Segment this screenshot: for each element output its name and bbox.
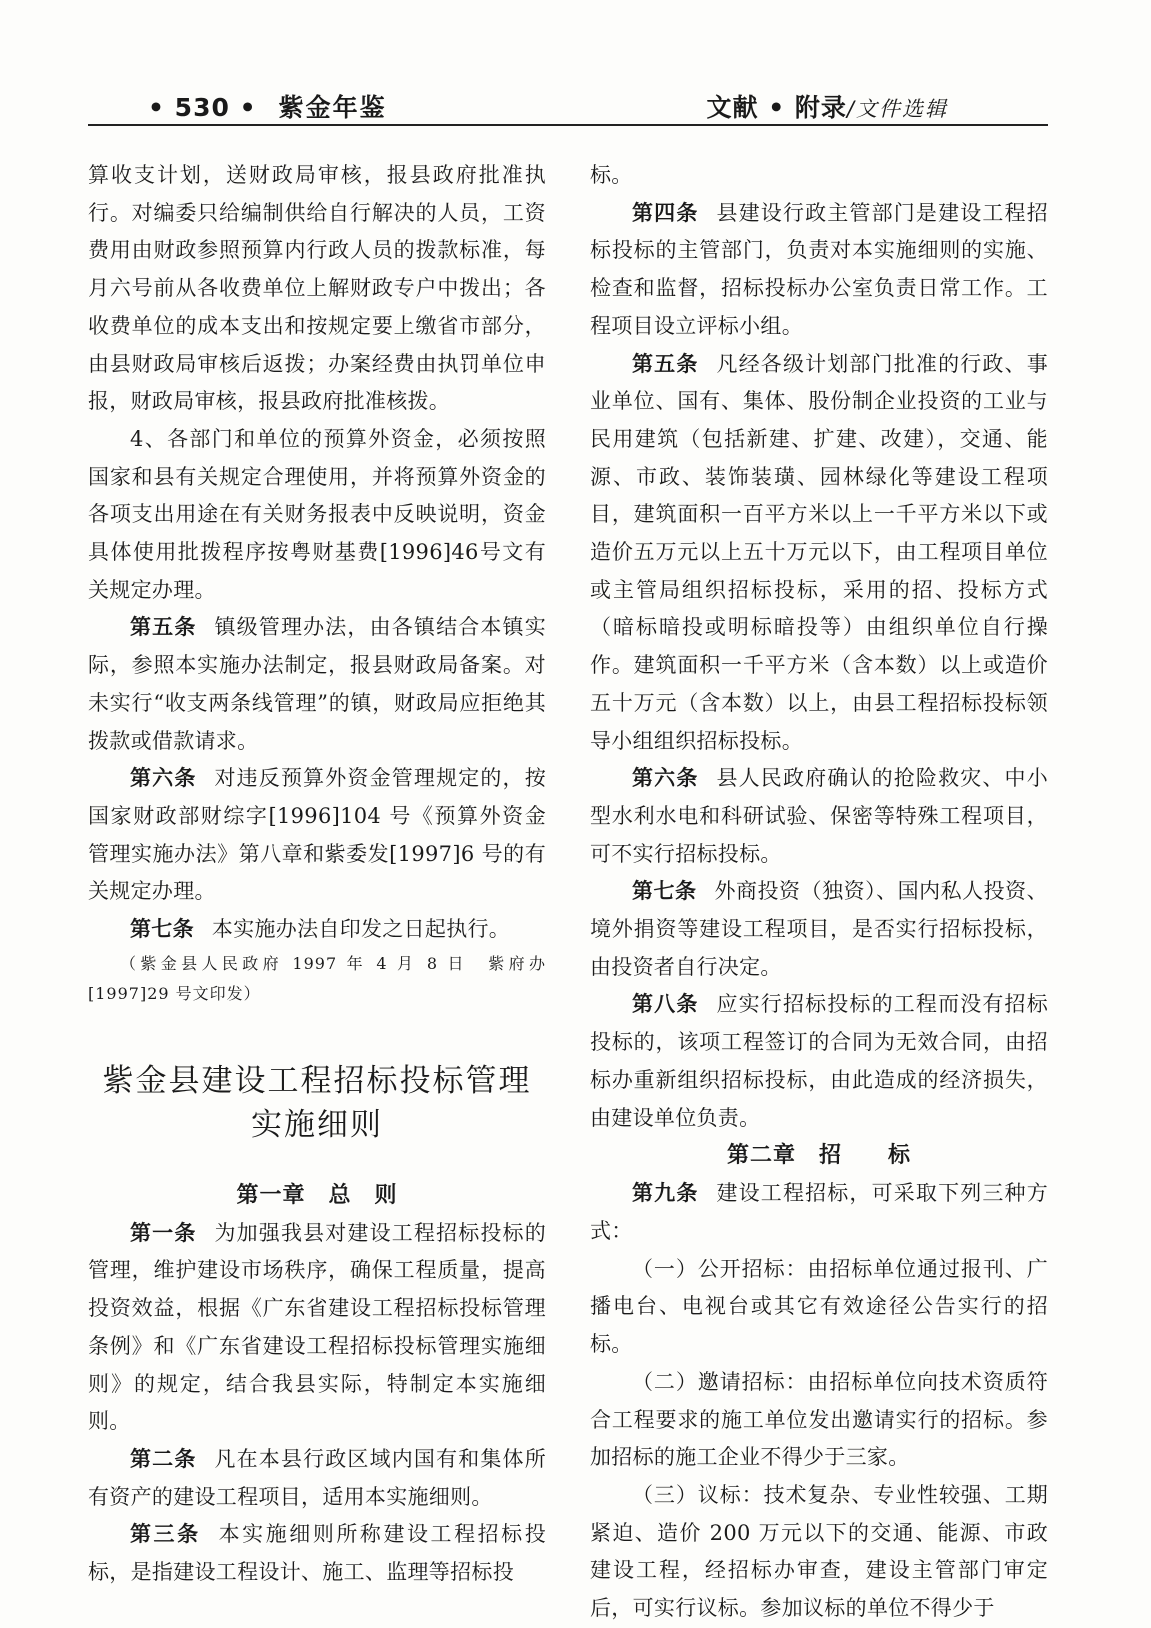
- article-6: [590, 760, 1048, 873]
- page-header: [88, 84, 1048, 126]
- article-6: [88, 760, 546, 911]
- article-text: 县建设行政主管部门是建设工程招标投标的主管部门，负责对本实施细则的实施、检查和监督，招标投标办公室负责日常工作。工程项目设立评标小组。: [590, 200, 1049, 338]
- article-8: [590, 986, 1048, 1137]
- article-1: [88, 1215, 546, 1441]
- article-label: 第九条: [632, 1181, 699, 1206]
- article-text: 本实施细则所称建设工程招标投标，是指建设工程设计、施工、监理等招标投: [88, 1522, 547, 1585]
- paragraph: 算收支计划，送财政局审核，报县政府批准执行。对编委只给编制供给自行解决的人员，工资费用由财政参照预算内行政人员的拨款标准，每月六号前从各收费单位上解财政专户中拨出；各收费单位的成本支出和按规定要上缴省市部分，由县财政局审核后返拨；办案经费由执罚单位申报，财政局审核，报县政府批准核拨。: [88, 163, 546, 414]
- article-label: 第一条: [130, 1220, 197, 1245]
- article-5: [88, 609, 546, 760]
- article-label: 第五条: [130, 615, 197, 640]
- article-label: 第八条: [632, 992, 699, 1017]
- chapter-heading: 第一章 总 则: [236, 1182, 398, 1208]
- article-label: 第三条: [130, 1522, 201, 1547]
- article-5: [590, 346, 1048, 761]
- document-title-line: 紫金县建设工程招标投标管理: [102, 1062, 532, 1099]
- article-label: 第七条: [130, 917, 194, 942]
- paragraph: 4、各部门和单位的预算外资金，必须按照国家和县有关规定合理使用，并将预算外资金的各项支出用途在有关财务报表中反映说明，资金具体使用批拨程序按粤财基费[1996]46号文有关规定办理。: [88, 426, 546, 602]
- article-text: 外商投资（独资）、国内私人投资、境外捐资等建设工程项目，是否实行招标投标，由投资者自行决定。: [590, 879, 1048, 979]
- article-9: [590, 1175, 1048, 1250]
- article-text: 为加强我县对建设工程招标投标的管理，维护建设市场秩序，确保工程质量，提高投资效益，根据《广东省建设工程招标投标管理条例》和《广东省建设工程招标投标管理实施细则》的规定，结合我县实际，特制定本实施细则。: [88, 1220, 547, 1434]
- subsection-title: /文件选辑: [846, 97, 948, 121]
- article-text: 镇级管理办法，由各镇结合本镇实际，参照本实施办法制定，报县财政局备案。对未实行“收支两条线管理”的镇，财政局应拒绝其拨款或借款请求。: [88, 615, 547, 753]
- article-text: 对违反预算外资金管理规定的，按国家财政部财综字[1996]104 号《预算外资金管理实施办法》第八章和紫委发[1997]6 号的有关规定办理。: [88, 766, 547, 904]
- article-text: 凡经各级计划部门批准的行政、事业单位、国有、集体、股份制企业投资的工业与民用建筑（包括新建、扩建、改建），交通、能源、市政、装饰装璜、园林绿化等建设工程项目，建筑面积一百平方米以上一千平方米以下或造价五万元以上五十万元以下，由工程项目单位或主管局组织招标投标，采用的招、投标方式（暗标暗投或明标暗投等）由组织单位自行操作。建筑面积一千平方米（含本数）以上或造价五十万元（含本数）以上，由县工程招标投标领导小组组织招标投标。: [590, 351, 1049, 753]
- article-text: 建设工程招标，可采取下列三种方式：: [590, 1181, 1049, 1243]
- left-column: [88, 157, 546, 1592]
- article-label: 第二条: [130, 1446, 197, 1471]
- article-label: 第七条: [632, 879, 697, 904]
- document-title-line: 实施细则: [251, 1106, 383, 1143]
- right-column: [590, 157, 1048, 1628]
- article-label: 第五条: [632, 351, 699, 376]
- page-number: • 530 •: [148, 93, 257, 122]
- article-7: [88, 911, 546, 949]
- article-7: [590, 873, 1048, 986]
- article-3: [88, 1516, 546, 1591]
- list-item: （二）邀请招标：由招标单位向技术资质符合工程要求的施工单位发出邀请实行的招标。参加招标的施工企业不得少于三家。: [590, 1369, 1048, 1470]
- article-text: 县人民政府确认的抢险救灾、中小型水利水电和科研试验、保密等特殊工程项目，可不实行招标投标。: [590, 766, 1049, 866]
- paragraph: 标。: [590, 163, 633, 187]
- article-label: 第六条: [632, 766, 699, 791]
- book-title: 紫金年鉴: [278, 93, 387, 122]
- list-item: （一）公开招标：由招标单位通过报刊、广播电台、电视台或其它有效途径公告实行的招标。: [590, 1256, 1048, 1357]
- document-title: [88, 1061, 546, 1145]
- list-item: （三）议标：技术复杂、专业性较强、工期紧迫、造价 200 万元以下的交通、能源、市政建设工程，经招标办审查，建设主管部门审定后，可实行议标。参加议标的单位不得少于: [590, 1482, 1048, 1621]
- issuance-note: （紫金县人民政府 1997 年 4 月 8 日 紫府办[1997]29 号文印发）: [88, 953, 546, 1003]
- article-2: [88, 1441, 546, 1516]
- article-text: 本实施办法自印发之日起执行。: [211, 917, 511, 942]
- header-left: [148, 88, 387, 124]
- article-text: 凡在本县行政区域内国有和集体所有资产的建设工程项目，适用本实施细则。: [88, 1446, 547, 1509]
- chapter-heading: 第二章 招 标: [726, 1143, 911, 1169]
- article-label: 第四条: [632, 200, 699, 225]
- header-right: [707, 88, 948, 124]
- article-text: 应实行招标投标的工程而没有招标投标的，该项工程签订的合同为无效合同，由招标办重新组织招标投标，由此造成的经济损失，由建设单位负责。: [590, 992, 1049, 1130]
- article-label: 第六条: [130, 766, 197, 791]
- section-title: 文献 • 附录: [706, 93, 847, 122]
- article-4: [590, 195, 1048, 346]
